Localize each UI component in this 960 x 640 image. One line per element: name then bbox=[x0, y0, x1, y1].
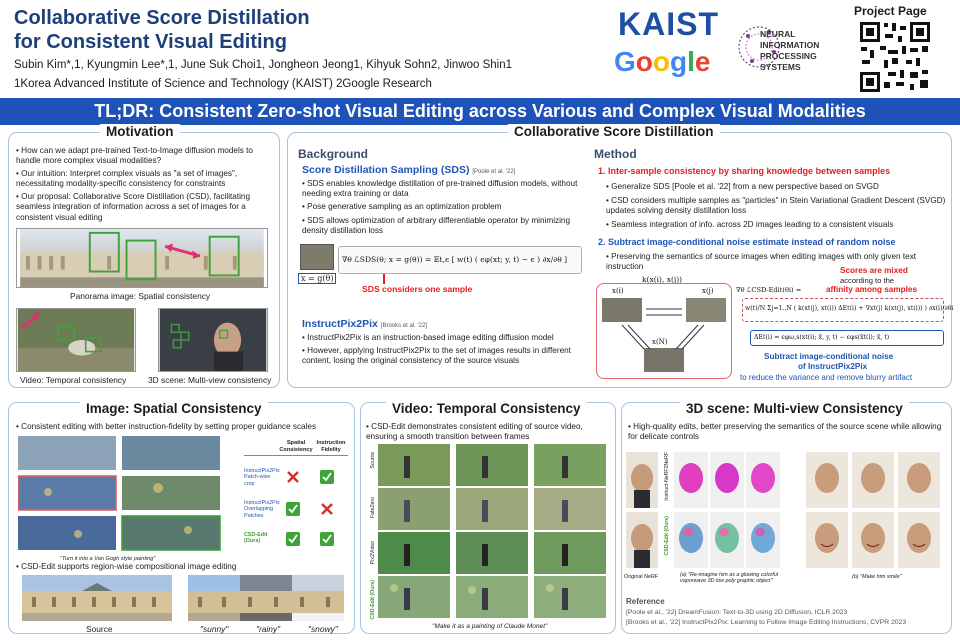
video-image bbox=[16, 308, 136, 372]
spatial-caption-sunny: "sunny" bbox=[200, 624, 229, 634]
sds-bullet-1 bbox=[302, 179, 582, 200]
method-step-2: 2. Subtract image-conditional noise estimate instead of random noise bbox=[598, 237, 896, 247]
subtract-note: Subtract image-conditional noise bbox=[764, 352, 894, 361]
video-caption-text: Video: Temporal consistency bbox=[20, 375, 127, 385]
kernel-label: k(x(i), x(j)) bbox=[642, 275, 683, 284]
csd-equation: w(t)/N Σj=1..N ( k(xt(j), xt(i)) ΔEt(i) + ∇xt(j) k(xt(j), xt(i)) ) ∂x(i)/∂θi bbox=[745, 305, 954, 312]
poster-header bbox=[0, 0, 960, 96]
check-icon bbox=[286, 532, 300, 546]
particle-i-label: x(i) bbox=[612, 287, 624, 295]
sds-note: SDS considers one sample bbox=[362, 284, 473, 294]
temporal-frames-grid bbox=[378, 444, 610, 620]
sds-bullet-1-text: SDS enables knowledge distillation of pre-trained diffusion models, without needing extra training or data bbox=[302, 179, 578, 199]
csd-equation-lhs: ∇θ ℒCSD-Edit(θi) = bbox=[736, 286, 802, 294]
spatial-figure-grid bbox=[18, 436, 240, 552]
temporal-bullet-1-text: CSD-Edit demonstrates consistent editing of source video, ensuring a smooth transition between frames bbox=[366, 422, 583, 442]
temporal-row-pix2video: Pix2Video bbox=[370, 541, 376, 565]
spatial-check-marks bbox=[282, 466, 346, 550]
scores-note-2: according to the bbox=[840, 276, 895, 285]
panorama-image bbox=[16, 228, 268, 288]
temporal-prompt: "Make it as a painting of Claude Monet" bbox=[432, 623, 548, 630]
ip2p-title bbox=[302, 318, 427, 330]
source-palace-image bbox=[22, 575, 172, 621]
google-logo: Google bbox=[614, 46, 711, 77]
reference-1: [Poole et al., '22] DreamFusion: Text-to-3D using 2D Diffusion, ICLR 2023 bbox=[626, 609, 848, 616]
background-heading: Background bbox=[298, 147, 369, 161]
panorama-caption bbox=[70, 291, 210, 301]
cross-icon bbox=[322, 504, 332, 514]
3d-caption-text: 3D scene: Multi-view consistency bbox=[148, 375, 272, 385]
method-1-bullet-2 bbox=[606, 196, 946, 217]
spatial-fig-note: "Turn it into a Van Gogh style painting" bbox=[60, 556, 156, 562]
video-caption bbox=[20, 375, 126, 385]
motivation-bullet-1-text: How can we adapt pre-trained Text-to-Image diffusion models to handle more complex visual modalities? bbox=[16, 146, 253, 166]
sds-note-pointer bbox=[383, 274, 385, 284]
multiview-row-instructnerf: Instruct-NeRF2NeRF bbox=[664, 452, 670, 501]
ip2p-bullet-1 bbox=[302, 333, 582, 343]
affiliations: 1Korea Advanced Institute of Science and Technology (KAIST) 2Google Research bbox=[14, 78, 432, 90]
temporal-bullet-1 bbox=[366, 422, 610, 443]
spatial-bullet-1 bbox=[16, 422, 350, 432]
temporal-title: Video: Temporal Consistency bbox=[386, 401, 587, 416]
scores-note: Scores are mixed bbox=[840, 266, 908, 275]
kaist-logo: KAIST bbox=[618, 6, 719, 42]
sds-bullet-3 bbox=[302, 216, 582, 237]
sds-sample-thumb bbox=[300, 244, 334, 270]
neurips-wordmark: NEURAL INFORMATION PROCESSING SYSTEMS bbox=[760, 29, 820, 72]
spatial-bullet-1-text: Consistent editing with better instruction-fidelity by setting proper guidance scales bbox=[21, 422, 317, 431]
method-1-bullet-3 bbox=[606, 220, 946, 230]
ip2p-ref: [Brooks et al. '22] bbox=[380, 323, 427, 329]
method-1-bullet-3-text: Seamless integration of info. across 2D images leading to a consistent visuals bbox=[611, 220, 894, 229]
ip2p-bullet-2-text: However, applying InstructPix2Pix to the set of images results in different content, losing the original consistency of the source visuals bbox=[302, 346, 571, 366]
particle-n-label: x(N) bbox=[652, 338, 668, 346]
spatial-row-2: InstructPix2Pix Overlapping Patches bbox=[244, 500, 280, 519]
sds-title-text: Score Distillation Sampling (SDS) bbox=[302, 164, 470, 176]
motivation-bullet-3-text: Our proposal: Collaborative Score Distillation (CSD), facilitating seamless integration of information across a set of images for a consistent visual editing bbox=[16, 192, 251, 222]
spatial-bullet-2 bbox=[16, 562, 350, 572]
check-icon bbox=[286, 502, 300, 516]
multiview-faces-grid bbox=[626, 452, 946, 570]
motivation-bullet-2 bbox=[16, 169, 274, 190]
multiview-caption-original: Original NeRF bbox=[624, 574, 659, 580]
spatial-row-1: InstructPix2Pix Patch-wise crop bbox=[244, 468, 280, 487]
motivation-bullet-1 bbox=[16, 146, 274, 167]
method-1-bullet-1-text: Generalize SDS [Poole et al. '22] from a new perspective based on SVGD bbox=[611, 182, 879, 191]
spatial-col-2: Instruction Fidelity bbox=[316, 440, 346, 453]
poster-title-line2: for Consistent Visual Editing bbox=[14, 31, 287, 53]
sds-title bbox=[302, 164, 515, 176]
sds-bullet-2 bbox=[302, 202, 582, 212]
qr-code-icon[interactable] bbox=[858, 20, 932, 94]
subtract-note-3: to reduce the variance and remove blurry artifact bbox=[740, 373, 913, 382]
spatial-table-rule bbox=[244, 455, 348, 456]
multiview-bullet-1-text: High-quality edits, better preserving the semantics of the source scene while allowing for delicate controls bbox=[628, 422, 942, 442]
spatial-caption-snowy: "snowy" bbox=[308, 624, 338, 634]
ip2p-bullet-2 bbox=[302, 346, 582, 367]
3d-caption bbox=[148, 375, 271, 385]
multiview-caption-a: (a) "Re-imagine him as a glowing colorful vaporwave 3D low poly graphic object" bbox=[680, 572, 779, 585]
sds-ref: [Poole et al. '22] bbox=[472, 169, 516, 175]
spatial-col-1: Spatial Consistency bbox=[279, 440, 313, 453]
particle-arrows-icon bbox=[596, 283, 732, 379]
panorama-caption-text: Panorama image: Spatial consistency bbox=[70, 291, 211, 301]
sds-equation: ∇θ ℒSDS(θ; x = g(θ)) = 𝔼t,ϵ [ w(t) ( ϵφ(xt; y, t) − ϵ ) ∂x/∂θ ] bbox=[342, 255, 568, 264]
reference-2: [Brooks et al., '22] InstructPix2Pix: Learning to Follow Image Editing Instructions, CVPR 2023 bbox=[626, 619, 907, 626]
tldr-banner bbox=[0, 98, 960, 125]
multiview-caption-b: (b) "Make him smile" bbox=[852, 574, 902, 580]
csd-title: Collaborative Score Distillation bbox=[508, 124, 720, 139]
poster-title-line1: Collaborative Score Distillation bbox=[14, 7, 310, 29]
scores-note-3: affinity among samples bbox=[826, 285, 917, 294]
particle-j-label: x(j) bbox=[702, 287, 714, 295]
multiview-bullet-1 bbox=[628, 422, 946, 443]
subtract-note-2: of InstructPix2Pix bbox=[798, 362, 868, 371]
check-icon bbox=[320, 532, 334, 546]
spatial-row-3: CSD-Edit (Ours) bbox=[244, 532, 268, 545]
sds-bullet-2-text: Pose generative sampling as an optimization problem bbox=[307, 202, 502, 211]
motivation-bullet-3 bbox=[16, 192, 274, 223]
sds-x-box: x = g(θ) bbox=[298, 273, 336, 284]
method-1-bullet-1 bbox=[606, 182, 946, 192]
spatial-caption-source: Source bbox=[86, 624, 113, 634]
check-icon bbox=[320, 470, 334, 484]
temporal-row-source: Source bbox=[370, 452, 376, 469]
cross-icon bbox=[288, 472, 298, 482]
temporal-row-fatezero: FateZero bbox=[370, 497, 376, 519]
ip2p-title-text: InstructPix2Pix bbox=[302, 318, 378, 330]
multiview-title: 3D scene: Multi-view Consistency bbox=[680, 401, 909, 416]
method-step-1: 1. Inter-sample consistency by sharing knowledge between samples bbox=[598, 166, 891, 176]
delta-equation: ΔEt(i) = ϵφω,s(xt(i); x̃, y, t) − ϵφs(x̃t(i); x̃, t) bbox=[754, 334, 890, 341]
ip2p-bullet-1-text: InstructPix2Pix is an instruction-based image editing diffusion model bbox=[307, 333, 554, 342]
project-page-label: Project Page bbox=[854, 4, 927, 18]
sds-bullet-3-text: SDS allows optimization of arbitrary differentiable operator by minimizing density distillation loss bbox=[302, 216, 571, 236]
motivation-bullet-2-text: Our intuition: Interpret complex visuals as "a set of images", necessitating modality-specific consistency for constraints bbox=[16, 169, 238, 189]
spatial-bullet-2-text: CSD-Edit supports region-wise compositional image editing bbox=[21, 562, 237, 571]
method-1-bullet-2-text: CSD considers multiple samples as "particles" in Stein Variational Gradient Descent (SVGD) updates solving density distillation loss bbox=[606, 196, 946, 216]
multiview-row-ours: CSD-Edit (Ours) bbox=[664, 516, 670, 556]
author-list: Subin Kim*,1, Kyungmin Lee*,1, June Suk Choi1, Jongheon Jeong1, Kihyuk Sohn2, Jinwoo Shin1 bbox=[14, 59, 513, 71]
spatial-caption-rainy: "rainy" bbox=[256, 624, 281, 634]
spatial-title: Image: Spatial Consistency bbox=[80, 401, 268, 416]
method-heading: Method bbox=[594, 147, 637, 161]
temporal-row-ours: CSD-Edit (Ours) bbox=[370, 580, 376, 620]
reference-title: Reference bbox=[626, 597, 665, 606]
motivation-title: Motivation bbox=[100, 124, 180, 139]
method-2-bullet-1-text: Preserving the semantics of source images when editing images with only given text instruction bbox=[606, 252, 917, 272]
tldr-text: TL;DR: Consistent Zero-shot Visual Editing across Various and Complex Visual Modalities bbox=[94, 101, 866, 121]
edited-palace-image bbox=[188, 575, 344, 621]
3d-scene-image bbox=[158, 308, 268, 372]
